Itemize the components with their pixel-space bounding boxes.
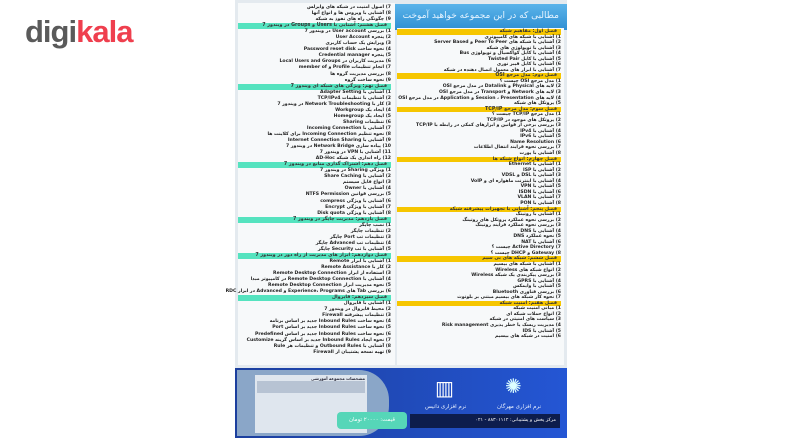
item-number: 3) [554, 317, 561, 323]
item-text: آشنایی با DSL و VDSL [501, 173, 555, 179]
item-text: پروتکل های شبکه [513, 101, 555, 107]
item-number: 7) [554, 195, 561, 201]
item-number: 4) [384, 240, 391, 246]
section-header: فصل اول: مفاهیم شبکه [397, 29, 561, 35]
item-text: نحوه تنظیم Incoming Connection برای کلاینت ها [267, 131, 385, 137]
brand-danis: نرم افزاری دانیس [425, 404, 467, 410]
item-text: آشنایی با شبکه های Peer To Peer و Server Based [434, 40, 555, 46]
item-number: 2) [554, 117, 561, 123]
item-text: نحوه ساخت گروه [344, 77, 385, 83]
item-number: 7) [554, 295, 561, 301]
item-text: تنظیمات پیشرفته Firewall [322, 313, 385, 319]
item-number: 9) [384, 77, 391, 83]
section-header: فصل سیزدهم: فایروال [238, 295, 391, 301]
item-number: 5) [554, 134, 561, 140]
cover-bottom-band [235, 368, 567, 438]
item-text: آشنایی با تب Security چاپگر [317, 246, 385, 252]
item-text: بررسی قوانین NTFS Permission [305, 192, 385, 198]
item-number: 8) [554, 250, 561, 256]
item-text: آشنایی با ویژگی compress [320, 198, 385, 204]
left-topic-column [225, 3, 395, 365]
item-number: 1) [384, 29, 391, 35]
item-number: 2) [554, 267, 561, 273]
item-number: 2) [384, 174, 391, 180]
section-header: فصل دوازدهم: ابزار های مدیریت از راه دور در ویندوز 7 [238, 253, 391, 259]
item-number: 4) [384, 47, 391, 53]
item-text: آشنایی با کابل کواکسیال و توپولوژی Bus [459, 51, 555, 57]
item-number: 1) [384, 258, 391, 264]
item-number: 2) [554, 311, 561, 317]
item-text: Gateway و DHCP چیست ؟ [490, 250, 555, 256]
item-text: آشنایی با ISDN [518, 189, 555, 195]
spec-title: مشخصات مجموعه آموزشی [257, 377, 365, 382]
item-number: 3) [384, 101, 391, 107]
item-number: 4) [554, 228, 561, 234]
item-number: 3) [554, 173, 561, 179]
item-text: مدیریت ریسک یا خطر پذیری Risk management [441, 322, 555, 328]
price-badge: قیمت: ۲۰۰۰۰ تومان [337, 412, 407, 429]
item-text: آشنایی با VPN در ویندوز 7 [319, 150, 381, 156]
item-number: 7) [554, 245, 561, 251]
item-number: 2) [384, 307, 391, 313]
item-text: کار با Network Troubleshooting در ویندوز 7 [277, 101, 385, 107]
item-number: 8) [384, 71, 391, 77]
item-text: آشنایی با Share Caching [324, 174, 385, 180]
item-text: آشنایی با پورت [519, 151, 555, 157]
item-text: آشنایی با Adapter Setting [320, 89, 385, 95]
item-number: 5) [554, 101, 561, 107]
item-number: 5) [384, 246, 391, 252]
item-text: راه اندازی یک شبکه AD-Hoc [315, 156, 381, 162]
item-number: 9) [384, 349, 391, 355]
item-text: آشنایی با توپولوژی های شبکه [486, 45, 555, 51]
item-number: 5) [384, 325, 391, 331]
item-number: 3) [384, 271, 391, 277]
item-text: انواع حملات شبکه ای [506, 311, 555, 317]
section-header: فصل پنجم: آشنایی با تجهیزات پیشرفته شبکه [397, 207, 561, 213]
item-text: Active Directory چیست ؟ [491, 245, 555, 251]
item-text: نحوه کار شبکه های بیسیم مبتنی بر بلوتوث [457, 295, 555, 301]
item-text: نحوه ساخت Inbound Rules جدید بر اساس Predefined [255, 331, 385, 337]
item-text: آشنایی با کابل فیبر نوری [496, 62, 555, 68]
item-number: 5) [384, 283, 391, 289]
mehregan-logo-icon: ✺ [505, 374, 522, 398]
item-number: 4) [554, 278, 561, 284]
item-number: 6) [554, 334, 561, 340]
item-text: آشنایی با NAT [521, 239, 555, 245]
item-text: آشنایی با وایمکس [512, 284, 555, 290]
item-text: بررسی Tab های Experience، Programs و Advanced در ابزار RDC [225, 289, 385, 295]
item-text: آشنایی با Owner [344, 186, 385, 192]
item-text: آشنایی با Internet Connection Sharing [287, 138, 385, 144]
item-number: 4) [554, 322, 561, 328]
item-number: 2) [384, 265, 391, 271]
item-text: نحوه ساخت Inbound Rules جدید بر اساس برنامه [269, 319, 385, 325]
item-text: انواع فایل سیستم [342, 180, 385, 186]
item-number: 4) [384, 186, 391, 192]
item-text: آشنایی با ابزار Remote [329, 258, 385, 264]
item-text: بررسی نحوه فرایند انتقال اطلاعات [473, 145, 555, 151]
item-number: 4) [554, 95, 561, 101]
item-text: بررسی مدیریت گروه ها [330, 71, 385, 77]
item-text: بررسی برخی از قوانین و ابزارهای کمکی در رابطه با TCP/IP [416, 123, 555, 129]
item-text: نصب چاپگر [359, 222, 385, 228]
item-number: 5) [554, 234, 561, 240]
item-text: آشنایی با ISP [522, 167, 555, 173]
item-number: 6) [554, 62, 561, 68]
item-text: آشنایی با IDS [522, 328, 555, 334]
item-text: آشنایی با PON [520, 200, 555, 206]
item-number: 1) [554, 261, 561, 267]
item-number: 6) [384, 331, 391, 337]
item-number: 4) [554, 51, 561, 57]
item-number: 6) [554, 189, 561, 195]
item-number: 1) [554, 112, 561, 118]
section-header: فصل هشتم: آشنایی با Users و Groups در ویندوز 7 [238, 23, 391, 29]
item-text: بررسی نحوه عملکرد فرایند روتینگ [475, 223, 555, 229]
item-text: پنجره User Account [335, 35, 385, 41]
item-number: 6) [554, 239, 561, 245]
item-number: 6) [384, 59, 391, 65]
item-text: مبانی امنیت شبکه [513, 306, 555, 312]
item-number: 5) [554, 328, 561, 334]
item-number: 7) [554, 145, 561, 151]
item-number: 5) [384, 192, 391, 198]
item-text: آشنایی با IPv6 [520, 134, 555, 140]
section-header: فصل سوم: مدل مرجع TCP/IP [397, 107, 561, 113]
logo-digi: digi [25, 14, 77, 49]
item-text: لایه های Physical و Datalink در مدل مرجع OSI [442, 84, 555, 90]
item-number: 7) [554, 67, 561, 73]
item-number: 8) [554, 200, 561, 206]
item-text: آشنایی با اینترنت ماهواره ای و VoIP [470, 178, 555, 184]
section-header: فصل دهم: اشتراک گذاری منابع در ویندوز 7 [238, 162, 391, 168]
item-text: آشنایی با DNS [520, 228, 555, 234]
item-text: آشنایی با شبکه های بیسیم [493, 261, 555, 267]
item-number: 6) [554, 139, 561, 145]
item-text: آشنایی با فایروال [343, 301, 385, 307]
item-text: سیاست های امنیتی در شبکه [489, 317, 555, 323]
item-number: 7) [384, 204, 391, 210]
item-text: آشنایی با Incoming Connection [306, 125, 385, 131]
item-number: 10) [380, 144, 391, 150]
item-text: پیاده سازی Network Bridge در ویندوز 7 [286, 144, 381, 150]
topic-item: 9) چگونگی راه های نفوذ به شبکه [315, 17, 391, 23]
danis-logo-icon: ▥ [435, 376, 454, 400]
item-number: 5) [384, 113, 391, 119]
item-text: تنظیمات تب Advanced چاپگر [315, 240, 385, 246]
item-number: 9) [384, 138, 391, 144]
section-header: فصل چهارم: انواع شبکه ها [397, 157, 561, 163]
item-number: 3) [384, 41, 391, 47]
item-number: 8) [384, 131, 391, 137]
item-number: 3) [554, 123, 561, 129]
item-text: امنیت در شبکه های بیسیم [494, 334, 555, 340]
item-number: 2) [554, 167, 561, 173]
item-text: نحوه ایجاد Inbound Rules جدید بر اساس گزینه Customize [246, 337, 385, 343]
brand-mehregan: نرم افزاری مهرگان [497, 404, 541, 410]
item-text: مدل مرجع OSI چیست ؟ [499, 78, 555, 84]
item-text: ایجاد یک Homegroup [333, 113, 385, 119]
item-text: پنجره Credential manager [318, 53, 385, 59]
item-number: 3) [384, 313, 391, 319]
item-text: آشنایی با Ethernet [508, 162, 555, 168]
item-text: تنظیمات تب Port چاپگر [330, 234, 385, 240]
section-header: فصل دوم: مدل مرجع OSI [397, 73, 561, 79]
item-number: 4) [554, 178, 561, 184]
item-number: 8) [554, 151, 561, 157]
item-text: آشنایی با GPRS [517, 278, 555, 284]
item-number: 2) [554, 84, 561, 90]
topic-item: 7) اصول امنیت در شبکه های وایرلس [306, 5, 391, 10]
item-number: 11) [380, 150, 391, 156]
item-number: 7) [384, 337, 391, 343]
item-text: نحوه مدیریت ابزار Remote Desktop Connection [268, 283, 385, 289]
item-text: آشنایی با Outbound Rules و تنظیمات هر Rule [273, 343, 385, 349]
item-text: تنظیمات Sharing [343, 119, 385, 125]
item-text: آشنایی با VLAN [517, 195, 555, 201]
item-number: 3) [554, 90, 561, 96]
item-text: آشنایی با کابل Twisted Pair [487, 56, 555, 62]
item-number: 6) [384, 289, 391, 295]
support-phone: مرکز پخش و پشتیبانی: ۸۸۳۰۱۱۱۲ - ۰۲۱ [410, 414, 560, 428]
item-text: پروتکل های موجود در TCP/IP [486, 117, 555, 123]
item-text: آشنایی با ابزار های معمول اتصال دهنده در شبکه [443, 67, 555, 73]
item-number: 2) [554, 217, 561, 223]
item-number: 2) [384, 95, 391, 101]
item-text: آشنایی با روتینگ [515, 212, 555, 218]
right-topic-column [397, 28, 564, 365]
item-number: 4) [384, 277, 391, 283]
item-text: انواع شبکه های Wireless [495, 267, 555, 273]
item-number: 4) [384, 319, 391, 325]
item-text: آشنایی با VPN [520, 184, 555, 190]
item-number: 5) [384, 53, 391, 59]
item-number: 3) [554, 45, 561, 51]
item-text: انجام تنظیمات Profile و member of [298, 65, 385, 71]
item-text: لایه های Session ، Presentation و Application در مدل مرجع OSI [398, 95, 555, 101]
item-text: کار با Remote Assistance [321, 265, 385, 271]
item-number: 6) [384, 119, 391, 125]
item-number: 7) [384, 65, 391, 71]
item-text: ویژگی Sharing در ویندوز 7 [320, 168, 385, 174]
section-header: فصل یازدهم: مدیریت چاپگر در ویندوز 7 [238, 217, 391, 223]
item-text: نحوه عملکرد DNS [513, 234, 555, 240]
item-number: 6) [384, 198, 391, 204]
item-number: 5) [554, 56, 561, 62]
item-text: آشنایی با ویژگی Encrypt [325, 204, 385, 210]
section-header: فصل ششم: شبکه های بی سیم [397, 256, 561, 262]
item-text: آشنایی با تنظیمات TCP/IPv4 [317, 95, 385, 101]
item-text: بررسی نحوه عملکرد پروتکل های روتینگ [462, 217, 555, 223]
item-text: نحوه ساخت Password reset disk [303, 47, 385, 53]
cover-title: مطالبی که در این مجموعه خواهید آموخت [395, 4, 567, 30]
item-number: 1) [384, 89, 391, 95]
section-header: فصل هفتم: امنیت شبکه [397, 301, 561, 307]
item-number: 6) [554, 289, 561, 295]
product-image-dvd-cover[interactable] [225, 0, 567, 438]
item-number: 2) [554, 40, 561, 46]
item-number: 1) [554, 162, 561, 168]
item-number: 5) [554, 284, 561, 290]
item-text: لایه های Network و Transport در مدل مرجع OSI [438, 90, 555, 96]
item-text: آشنایی با شبکه های کامپیوتری [484, 34, 555, 40]
item-number: 12) [380, 156, 391, 162]
digikala-logo[interactable] [25, 14, 132, 50]
item-number: 7) [384, 125, 391, 131]
item-number: 1) [384, 168, 391, 174]
item-text: بررسی پیکربندی یک شبکه Wireless [471, 273, 555, 279]
item-number: 2) [384, 228, 391, 234]
topic-item [241, 350, 391, 356]
item-text: مدل مرجع TCP/IP چیست ؟ [492, 112, 555, 118]
item-number: 1) [554, 212, 561, 218]
logo-kala: kala [76, 14, 133, 49]
topic-item [399, 334, 561, 340]
item-number: 8) [384, 210, 391, 216]
item-text: آشنایی با IPv4 [520, 128, 555, 134]
item-number: 1) [384, 301, 391, 307]
item-text: آشنایی با ویژگی Disk quota [317, 210, 385, 216]
item-text: ایجاد یک Workgroup [335, 107, 385, 113]
item-text: استفاده از ابزار Remote Desktop Connection [273, 271, 385, 277]
item-number: 3) [384, 180, 391, 186]
item-text: Name Resolution [510, 139, 555, 145]
section-header: فصل نهم: ویژگی های شبکه ای ویندوز 7 [238, 84, 391, 90]
item-number: 4) [384, 107, 391, 113]
item-text: مدیریت کاربران در Local Users and Groups [279, 59, 385, 65]
topic-item: 8) آشنایی با ویروس ها و انواع آنها [311, 11, 391, 17]
item-number: 8) [384, 343, 391, 349]
item-number: 3) [554, 223, 561, 229]
item-text: تنظیمات چاپگر [350, 228, 385, 234]
item-number: 3) [384, 234, 391, 240]
item-text: ویرایش یک حساب کاربری [325, 41, 385, 47]
item-number: 1) [554, 34, 561, 40]
item-text: محیط فایروال در ویندوز 7 [324, 307, 385, 313]
item-number: 3) [554, 273, 561, 279]
item-number: 1) [554, 78, 561, 84]
item-number: 2) [384, 35, 391, 41]
item-text: آشنایی با Remote Desktop Connection در کامپیوتر مبدا [250, 277, 385, 283]
item-text: بررسی فناوری Bluetooth [492, 289, 555, 295]
item-text: بررسی User account در ویندوز 7 [304, 29, 385, 35]
item-text: تهیه نسخه پشتیبان از Firewall [313, 349, 385, 355]
item-number: 1) [554, 306, 561, 312]
item-number: 1) [384, 222, 391, 228]
item-number: 5) [554, 184, 561, 190]
item-text: نحوه ساخت Inbound Rules جدید بر اساس Port [272, 325, 385, 331]
item-number: 4) [554, 128, 561, 134]
